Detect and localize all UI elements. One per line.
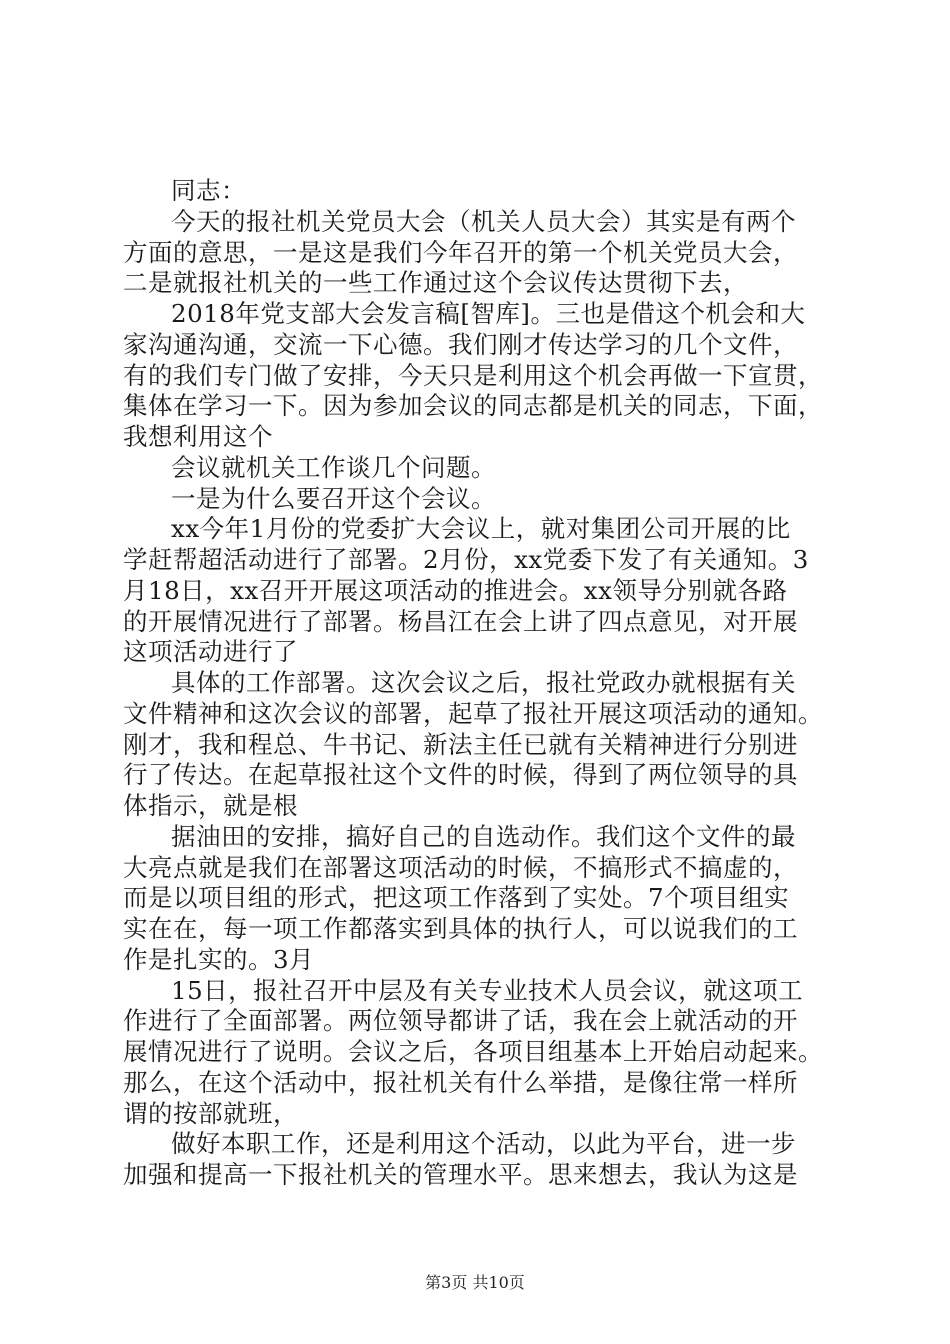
text-line: 作进行了全面部署。两位领导都讲了话，我在会上就活动的开 (123, 1006, 798, 1036)
text-line: 有的我们专门做了安排，今天只是利用这个机会再做一下宣贯， (123, 360, 823, 390)
text-line: 体指示，就是根 (123, 791, 298, 820)
text-line: 那么，在这个活动中，报社机关有什么举措，是像往常一样所 (123, 1067, 798, 1097)
text-line: 加强和提高一下报社机关的管理水平。思来想去，我认为这是 (123, 1160, 798, 1189)
document-body (123, 176, 835, 1191)
text-line: 同志： (171, 176, 246, 205)
text-line: 刚才，我和程总、牛书记、新法主任已就有关精神进行分别进 (123, 729, 798, 759)
text-line: 我想利用这个 (123, 422, 273, 451)
text-line: 学赶帮超活动进行了部署。2月份，xx党委下发了有关通知。3 (123, 545, 809, 574)
text-line: 做好本职工作，还是利用这个活动，以此为平台，进一步 (171, 1129, 796, 1159)
text-line: xx今年1月份的党委扩大会议上，就对集团公司开展的比 (171, 514, 791, 544)
text-line: 行了传达。在起草报社这个文件的时候，得到了两位领导的具 (123, 760, 798, 790)
text-line: 而是以项目组的形式，把这项工作落到了实处。7个项目组实 (123, 883, 790, 913)
text-line: 谓的按部就班， (123, 1098, 298, 1128)
text-line: 15日，报社召开中层及有关专业技术人员会议，就这项工 (171, 975, 804, 1005)
text-line: 作是扎实的。3月 (123, 944, 315, 974)
text-line: 这项活动进行了 (123, 637, 298, 667)
text-line: 会议就机关工作谈几个问题。 (171, 452, 496, 482)
text-line: 据油田的安排，搞好自己的自选动作。我们这个文件的最 (171, 821, 796, 851)
text-line: 具体的工作部署。这次会议之后，报社党政办就根据有关 (171, 668, 796, 697)
text-line: 展情况进行了说明。会议之后，各项目组基本上开始启动起来。 (123, 1037, 823, 1066)
text-line: 的开展情况进行了部署。杨昌江在会上讲了四点意见，对开展 (123, 606, 798, 636)
text-line: 方面的意思，一是这是我们今年召开的第一个机关党员大会， (123, 237, 798, 267)
text-line: 今天的报社机关党员大会（机关人员大会）其实是有两个 (171, 206, 796, 236)
text-line: 一是为什么要召开这个会议。 (171, 483, 496, 513)
text-line: 家沟通沟通，交流一下心德。我们刚才传达学习的几个文件， (123, 329, 798, 359)
text-line: 文件精神和这次会议的部署，起草了报社开展这项活动的通知。 (123, 698, 823, 728)
text-line: 大亮点就是我们在部署这项活动的时候，不搞形式不搞虚的， (123, 852, 798, 882)
text-line: 集体在学习一下。因为参加会议的同志都是机关的同志，下面， (123, 391, 823, 421)
text-line: 2018年党支部大会发言稿[智库]。三也是借这个机会和大 (171, 299, 806, 328)
text-line: 月18日，xx召开开展这项活动的推进会。xx领导分别就各路 (123, 575, 788, 605)
text-line: 实在在，每一项工作都落实到具体的执行人，可以说我们的工 (123, 914, 798, 943)
page-footer: 第3页 共10页 (425, 1273, 525, 1292)
text-line: 二是就报社机关的一些工作通过这个会议传达贯彻下去， (123, 268, 748, 298)
